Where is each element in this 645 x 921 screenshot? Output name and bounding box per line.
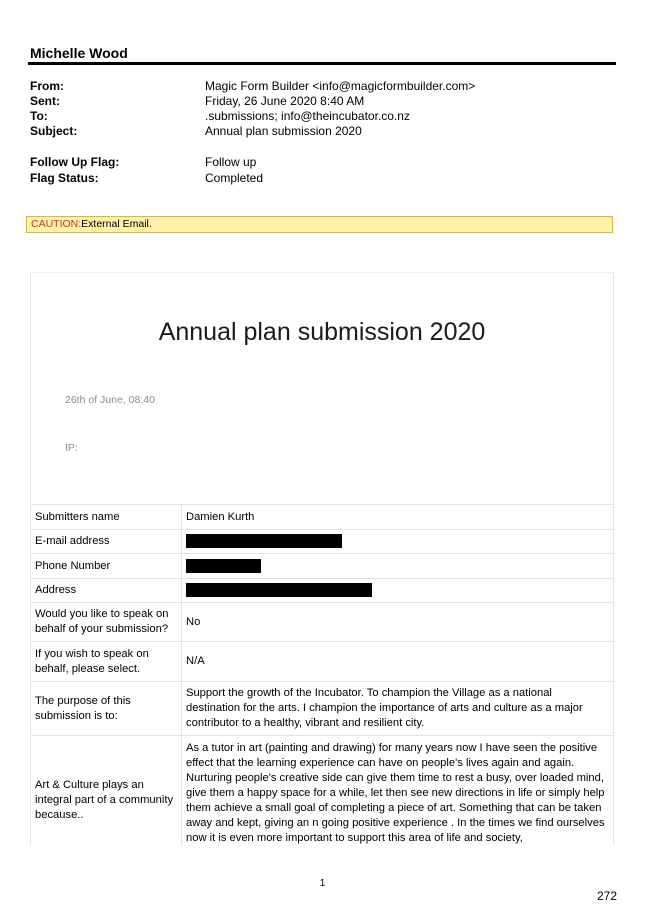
field-value: Support the growth of the Incubator. To champion the Village as a national destination for the arts. I champion the importance of arts and culture as a major contributor to a healthy, vibrant and resilient city. [182, 682, 615, 736]
field-label: Submitters name [31, 505, 182, 530]
field-value: No [182, 603, 615, 642]
table-row [31, 579, 614, 603]
field-label: Address [31, 579, 182, 603]
field-label: Art & Culture plays an integral part of a community because.. [31, 736, 182, 847]
sent-label: Sent: [30, 94, 60, 108]
caution-banner [26, 216, 613, 233]
field-label: Would you like to speak on behalf of your submission? [31, 603, 182, 642]
to-label: To: [30, 109, 48, 123]
table-row [31, 642, 614, 682]
submission-date: 26th of June, 08:40 [65, 394, 155, 406]
redaction-block [186, 534, 342, 548]
submission-fields-table [31, 504, 614, 846]
table-row [31, 530, 614, 554]
bates-number: 272 [596, 889, 617, 903]
field-label: E-mail address [31, 530, 182, 554]
form-title: Annual plan submission 2020 [158, 318, 486, 346]
table-row [31, 603, 614, 642]
field-value [182, 579, 615, 603]
field-value: As a tutor in art (painting and drawing) for many years now I have seen the positive effect that the learning experience can have on people's lives again and again. Nurturing people's creative side can give them time to rest a busy, over loaded mind, give them a happy space for a while, let then see new directions in life or simply help them achieve a small goal of completing a piece of art. Something that can be taken away and kept, giving an n going positive experience . In the times we find ourselves now it is even more important to support this area of life and society, [182, 736, 615, 847]
caution-text: External Email. [81, 218, 152, 230]
table-row [31, 736, 614, 847]
subject-value: Annual plan submission 2020 [205, 124, 362, 138]
field-value [182, 554, 615, 579]
subject-label: Subject: [30, 124, 78, 138]
flag-status-value: Completed [205, 171, 264, 185]
field-label: The purpose of this submission is to: [31, 682, 182, 736]
redaction-block [186, 583, 372, 597]
from-label: From: [30, 79, 64, 93]
flag-status-label: Flag Status: [30, 171, 99, 185]
table-row [31, 505, 614, 530]
ip-label: IP: [65, 442, 78, 454]
sent-value: Friday, 26 June 2020 8:40 AM [205, 94, 365, 108]
header-rule [28, 62, 616, 65]
field-value: N/A [182, 642, 615, 682]
from-value: Magic Form Builder <info@magicformbuilder.com> [205, 79, 476, 93]
field-label: If you wish to speak on behalf, please select. [31, 642, 182, 682]
table-row [31, 682, 614, 736]
field-value: Damien Kurth [182, 505, 615, 530]
follow-up-flag-value: Follow up [205, 155, 257, 169]
to-value: .submissions; info@theincubator.co.nz [205, 109, 410, 123]
table-row [31, 554, 614, 579]
field-value [182, 530, 615, 554]
follow-up-flag-label: Follow Up Flag: [30, 155, 120, 169]
page-number: 1 [319, 878, 326, 889]
caution-label: CAUTION: [31, 218, 82, 230]
redaction-block [186, 559, 261, 573]
form-card [30, 272, 614, 846]
field-label: Phone Number [31, 554, 182, 579]
sender-name: Michelle Wood [30, 45, 128, 61]
